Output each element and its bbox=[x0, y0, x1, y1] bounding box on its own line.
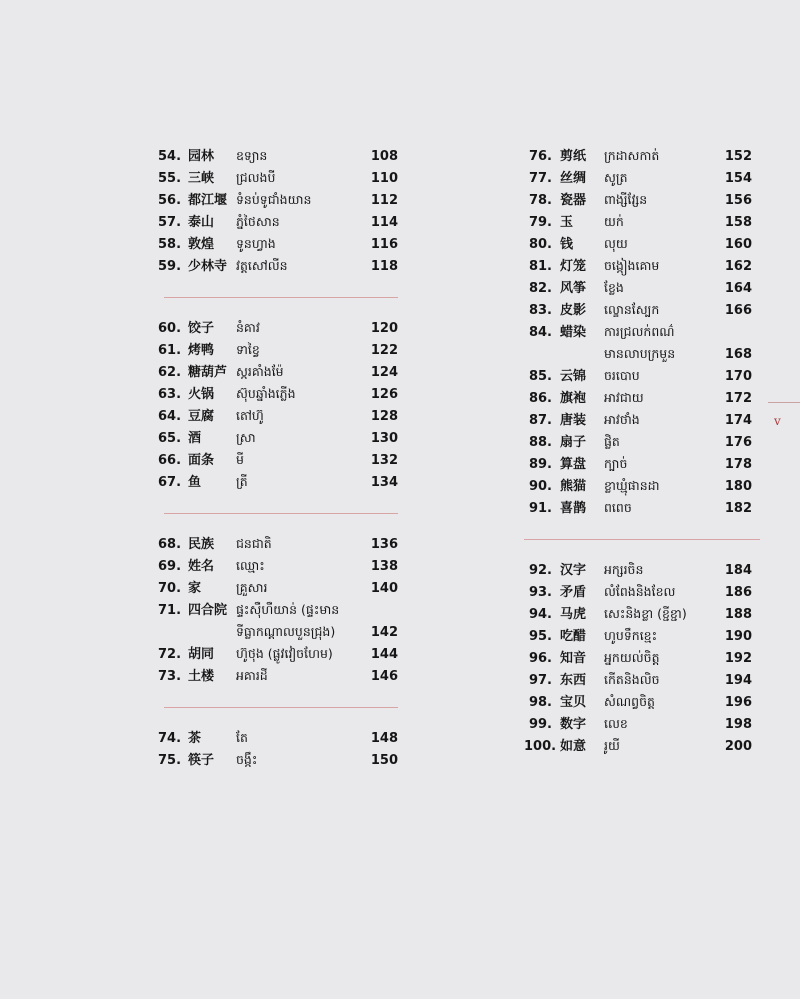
entry-page-number: 130 bbox=[370, 431, 398, 446]
toc-entry[interactable] bbox=[158, 727, 398, 749]
toc-entry[interactable] bbox=[158, 233, 398, 255]
entry-chinese-title: 面条 bbox=[188, 453, 215, 468]
entry-khmer-title: ស៊ុបឆ្នាំងភ្លើង bbox=[236, 386, 296, 401]
entry-page-number: 152 bbox=[724, 149, 752, 164]
entry-number: 79. bbox=[528, 215, 552, 230]
entry-chinese-title: 汉字 bbox=[560, 563, 587, 578]
entry-chinese-title: 瓷器 bbox=[560, 193, 587, 208]
toc-entry[interactable] bbox=[524, 647, 752, 669]
entry-number: 91. bbox=[528, 501, 552, 516]
entry-number: 69. bbox=[158, 559, 182, 574]
toc-section bbox=[524, 559, 752, 757]
entry-chinese-title: 算盘 bbox=[560, 457, 587, 472]
entry-chinese-title: 剪纸 bbox=[560, 149, 587, 164]
entry-page-number: 154 bbox=[724, 171, 752, 186]
entry-number: 83. bbox=[528, 303, 552, 318]
entry-khmer-title: លំពែងនិងខែល bbox=[604, 584, 676, 599]
entry-khmer-title: គ្រួសារ bbox=[236, 580, 268, 595]
entry-page-number: 148 bbox=[370, 731, 398, 746]
toc-section bbox=[158, 317, 398, 493]
toc-entry[interactable] bbox=[524, 691, 752, 713]
entry-chinese-title: 玉 bbox=[560, 215, 574, 230]
entry-number: 64. bbox=[158, 409, 182, 424]
entry-page-number: 196 bbox=[724, 695, 752, 710]
entry-number: 54. bbox=[158, 149, 182, 164]
entry-number: 68. bbox=[158, 537, 182, 552]
toc-entry[interactable] bbox=[158, 555, 398, 577]
entry-khmer-title: ក្រដាសកាត់ bbox=[604, 148, 660, 163]
entry-chinese-title: 灯笼 bbox=[560, 259, 587, 274]
entry-number: 96. bbox=[528, 651, 552, 666]
entry-khmer-title: សំណព្វចិត្ត bbox=[604, 694, 655, 709]
toc-entry[interactable] bbox=[158, 405, 398, 427]
entry-chinese-title: 风筝 bbox=[560, 281, 587, 296]
entry-number: 98. bbox=[528, 695, 552, 710]
entry-page-number: 112 bbox=[370, 193, 398, 208]
toc-entry[interactable] bbox=[524, 713, 752, 735]
entry-number: 63. bbox=[158, 387, 182, 402]
entry-page-number: 162 bbox=[724, 259, 752, 274]
entry-number: 88. bbox=[528, 435, 552, 450]
entry-khmer-title: ឧទ្យាន bbox=[236, 148, 268, 163]
entry-khmer-title: វត្តសៅលីន bbox=[236, 258, 288, 273]
toc-entry[interactable] bbox=[524, 145, 752, 167]
section-divider bbox=[524, 539, 760, 540]
entry-number: 95. bbox=[528, 629, 552, 644]
entry-page-number: 186 bbox=[724, 585, 752, 600]
entry-page-number: 166 bbox=[724, 303, 752, 318]
entry-page-number: 182 bbox=[724, 501, 752, 516]
entry-khmer-title: នំគាវ bbox=[236, 320, 260, 335]
toc-left-column bbox=[158, 145, 398, 771]
entry-chinese-title: 丝绸 bbox=[560, 171, 587, 186]
toc-entry[interactable] bbox=[524, 453, 752, 475]
entry-khmer-title: ទាខ្វៃ bbox=[236, 342, 260, 357]
entry-number: 86. bbox=[528, 391, 552, 406]
entry-page-number: 132 bbox=[370, 453, 398, 468]
toc-entry[interactable] bbox=[524, 409, 752, 431]
entry-chinese-title: 胡同 bbox=[188, 647, 215, 662]
entry-chinese-title: 土楼 bbox=[188, 669, 215, 684]
entry-number: 67. bbox=[158, 475, 182, 490]
toc-entry[interactable] bbox=[524, 497, 752, 519]
entry-number: 92. bbox=[528, 563, 552, 578]
entry-page-number: 116 bbox=[370, 237, 398, 252]
entry-page-number: 146 bbox=[370, 669, 398, 684]
section-divider bbox=[164, 297, 398, 298]
entry-chinese-title: 少林寺 bbox=[188, 259, 228, 274]
entry-khmer-title: ពពេច bbox=[604, 500, 632, 515]
toc-entry[interactable] bbox=[524, 167, 752, 189]
entry-khmer-title: ផ្ទះស៊ឺហឺយាន់ (ផ្ទះមាន bbox=[236, 602, 340, 617]
entry-page-number: 138 bbox=[370, 559, 398, 574]
entry-chinese-title: 数字 bbox=[560, 717, 587, 732]
toc-entry[interactable] bbox=[158, 383, 398, 405]
toc-entry[interactable] bbox=[158, 577, 398, 599]
entry-number: 58. bbox=[158, 237, 182, 252]
entry-page-number: 172 bbox=[724, 391, 752, 406]
entry-chinese-title: 喜鹊 bbox=[560, 501, 587, 516]
entry-khmer-title: សេះនិងខ្លា (ខ្ជីខ្ជា) bbox=[604, 606, 687, 621]
entry-khmer-title: ខ្លែង bbox=[604, 280, 624, 295]
entry-khmer-title: ចរបោប bbox=[604, 368, 640, 383]
toc-entry[interactable] bbox=[524, 387, 752, 409]
entry-number: 71. bbox=[158, 603, 182, 618]
entry-number: 82. bbox=[528, 281, 552, 296]
entry-page-number: 108 bbox=[370, 149, 398, 164]
entry-number: 81. bbox=[528, 259, 552, 274]
entry-page-number: 136 bbox=[370, 537, 398, 552]
section-divider bbox=[164, 513, 398, 514]
entry-chinese-title: 钱 bbox=[560, 237, 574, 252]
entry-khmer-title: ចង្កឹះ bbox=[236, 752, 258, 767]
entry-khmer-title: ភ្នំថៃសាន bbox=[236, 214, 280, 229]
entry-chinese-title: 云锦 bbox=[560, 369, 587, 384]
entry-khmer-title: ទំនប់ទូជាំងយាន bbox=[236, 192, 312, 207]
entry-number: 62. bbox=[158, 365, 182, 380]
entry-chinese-title: 宝贝 bbox=[560, 695, 587, 710]
entry-page-number: 122 bbox=[370, 343, 398, 358]
entry-khmer-title: អក្សរចិន bbox=[604, 562, 644, 577]
entry-number: 78. bbox=[528, 193, 552, 208]
entry-page-number: 140 bbox=[370, 581, 398, 596]
entry-khmer-title: កើតនិងលិច bbox=[604, 672, 660, 687]
entry-chinese-title: 泰山 bbox=[188, 215, 215, 230]
entry-page-number: 134 bbox=[370, 475, 398, 490]
toc-entry[interactable] bbox=[524, 669, 752, 691]
entry-chinese-title: 知音 bbox=[560, 651, 587, 666]
entry-chinese-title: 矛盾 bbox=[560, 585, 587, 600]
entry-number: 72. bbox=[158, 647, 182, 662]
entry-khmer-title: អាវថាំង bbox=[604, 412, 640, 427]
entry-chinese-title: 如意 bbox=[560, 739, 587, 754]
toc-entry[interactable] bbox=[158, 665, 398, 687]
entry-number: 70. bbox=[158, 581, 182, 596]
toc-entry[interactable] bbox=[158, 449, 398, 471]
entry-chinese-title: 火锅 bbox=[188, 387, 215, 402]
entry-number: 65. bbox=[158, 431, 182, 446]
toc-right-column bbox=[524, 145, 752, 757]
entry-page-number: 198 bbox=[724, 717, 752, 732]
entry-number: 100. bbox=[524, 739, 557, 754]
entry-chinese-title: 都江堰 bbox=[188, 193, 228, 208]
toc-entry[interactable] bbox=[524, 211, 752, 233]
entry-chinese-title: 吃醋 bbox=[560, 629, 587, 644]
toc-entry[interactable] bbox=[524, 277, 752, 299]
entry-number: 73. bbox=[158, 669, 182, 684]
entry-number: 77. bbox=[528, 171, 552, 186]
entry-page-number: 118 bbox=[370, 259, 398, 274]
entry-khmer-title: ទូនហ្វាង bbox=[236, 236, 276, 251]
entry-page-number: 114 bbox=[370, 215, 398, 230]
entry-number: 89. bbox=[528, 457, 552, 472]
entry-chinese-title: 民族 bbox=[188, 537, 215, 552]
entry-khmer-title: យក់ bbox=[604, 214, 624, 229]
entry-page-number: 128 bbox=[370, 409, 398, 424]
entry-chinese-title: 旗袍 bbox=[560, 391, 587, 406]
entry-number: 90. bbox=[528, 479, 552, 494]
toc-entry[interactable] bbox=[524, 343, 752, 365]
toc-entry[interactable] bbox=[524, 255, 752, 277]
toc-entry[interactable] bbox=[524, 431, 752, 453]
entry-khmer-title: មី bbox=[236, 452, 244, 467]
toc-entry[interactable] bbox=[524, 625, 752, 647]
entry-khmer-title: ពាង្សីវ្សែន bbox=[604, 192, 648, 207]
entry-chinese-title: 姓名 bbox=[188, 559, 215, 574]
entry-page-number: 110 bbox=[370, 171, 398, 186]
toc-section bbox=[158, 533, 398, 687]
entry-number: 85. bbox=[528, 369, 552, 384]
entry-number: 61. bbox=[158, 343, 182, 358]
entry-page-number: 168 bbox=[724, 347, 752, 362]
entry-chinese-title: 筷子 bbox=[188, 753, 215, 768]
entry-page-number: 194 bbox=[724, 673, 752, 688]
entry-khmer-title: ការជ្រលក់ពណ៌ bbox=[604, 324, 675, 339]
entry-chinese-title: 家 bbox=[188, 581, 202, 596]
entry-number: 87. bbox=[528, 413, 552, 428]
entry-page-number: 158 bbox=[724, 215, 752, 230]
entry-page-number: 156 bbox=[724, 193, 752, 208]
entry-chinese-title: 皮影 bbox=[560, 303, 587, 318]
entry-khmer-title: ស្ករគាំងម៉ែ bbox=[236, 364, 284, 379]
entry-khmer-title: ទីធ្លាកណ្តាលបួនជ្រុង) bbox=[236, 624, 336, 639]
entry-khmer-title: លេខ bbox=[604, 716, 628, 731]
entry-chinese-title: 马虎 bbox=[560, 607, 587, 622]
entry-number: 99. bbox=[528, 717, 552, 732]
entry-page-number: 126 bbox=[370, 387, 398, 402]
entry-page-number: 170 bbox=[724, 369, 752, 384]
entry-chinese-title: 酒 bbox=[188, 431, 202, 446]
entry-page-number: 178 bbox=[724, 457, 752, 472]
entry-khmer-title: តៅហ៊ូ bbox=[236, 408, 264, 423]
entry-page-number: 192 bbox=[724, 651, 752, 666]
entry-chinese-title: 饺子 bbox=[188, 321, 215, 336]
toc-entry[interactable] bbox=[158, 533, 398, 555]
entry-khmer-title: អគារដី bbox=[236, 668, 268, 683]
entry-number: 97. bbox=[528, 673, 552, 688]
entry-khmer-title: មានលាបក្រមួន bbox=[604, 346, 676, 361]
entry-number: 57. bbox=[158, 215, 182, 230]
entry-khmer-title: ផ្លិត bbox=[604, 434, 620, 449]
entry-number: 59. bbox=[158, 259, 182, 274]
toc-section bbox=[524, 145, 752, 519]
entry-khmer-title: ខ្លាឃ្មុំផានដា bbox=[604, 478, 660, 493]
entry-khmer-title: ល្ខោនស្បែក bbox=[604, 302, 660, 317]
entry-khmer-title: ចង្កៀងគោម bbox=[604, 258, 660, 273]
entry-page-number: 200 bbox=[724, 739, 752, 754]
toc-entry[interactable] bbox=[524, 365, 752, 387]
entry-number: 60. bbox=[158, 321, 182, 336]
entry-khmer-title: ជនជាតិ bbox=[236, 536, 272, 551]
entry-khmer-title: ឈ្មោះ bbox=[236, 558, 265, 573]
entry-number: 76. bbox=[528, 149, 552, 164]
entry-khmer-title: ជ្រលងបី bbox=[236, 170, 276, 185]
entry-chinese-title: 熊猫 bbox=[560, 479, 587, 494]
entry-page-number: 184 bbox=[724, 563, 752, 578]
entry-number: 66. bbox=[158, 453, 182, 468]
entry-number: 80. bbox=[528, 237, 552, 252]
entry-khmer-title: ស្រា bbox=[236, 430, 256, 445]
entry-page-number: 150 bbox=[370, 753, 398, 768]
entry-khmer-title: សូត្រ bbox=[604, 170, 628, 185]
entry-chinese-title: 鱼 bbox=[188, 475, 202, 490]
entry-chinese-title: 糖葫芦 bbox=[188, 365, 228, 380]
entry-khmer-title: តែ bbox=[236, 730, 248, 745]
toc-entry[interactable] bbox=[158, 167, 398, 189]
entry-page-number: 160 bbox=[724, 237, 752, 252]
entry-page-number: 174 bbox=[724, 413, 752, 428]
entry-khmer-title: ត្រី bbox=[236, 474, 248, 489]
toc-entry[interactable] bbox=[524, 233, 752, 255]
toc-section bbox=[158, 727, 398, 771]
toc-entry[interactable] bbox=[158, 427, 398, 449]
toc-entry[interactable] bbox=[158, 749, 398, 771]
entry-number: 74. bbox=[158, 731, 182, 746]
entry-number: 55. bbox=[158, 171, 182, 186]
section-divider bbox=[164, 707, 398, 708]
toc-entry[interactable] bbox=[158, 317, 398, 339]
toc-entry[interactable] bbox=[158, 145, 398, 167]
page-marker: v bbox=[774, 414, 781, 428]
entry-page-number: 188 bbox=[724, 607, 752, 622]
entry-khmer-title: ក្បាច់ bbox=[604, 456, 628, 471]
entry-page-number: 180 bbox=[724, 479, 752, 494]
toc-entry[interactable] bbox=[158, 211, 398, 233]
entry-khmer-title: អ្នកយល់ចិត្ត bbox=[604, 650, 660, 665]
toc-entry[interactable] bbox=[524, 189, 752, 211]
toc-entry[interactable] bbox=[524, 321, 752, 343]
entry-chinese-title: 豆腐 bbox=[188, 409, 215, 424]
entry-chinese-title: 茶 bbox=[188, 731, 202, 746]
entry-page-number: 124 bbox=[370, 365, 398, 380]
entry-page-number: 176 bbox=[724, 435, 752, 450]
entry-chinese-title: 四合院 bbox=[188, 603, 228, 618]
toc-entry[interactable] bbox=[524, 299, 752, 321]
entry-number: 93. bbox=[528, 585, 552, 600]
entry-number: 94. bbox=[528, 607, 552, 622]
toc-entry[interactable] bbox=[158, 339, 398, 361]
toc-entry[interactable] bbox=[158, 189, 398, 211]
entry-khmer-title: ហូបទឹកខ្មេះ bbox=[604, 628, 658, 643]
entry-khmer-title: រូយី bbox=[604, 738, 620, 753]
entry-chinese-title: 敦煌 bbox=[188, 237, 215, 252]
toc-entry[interactable] bbox=[158, 643, 398, 665]
entry-chinese-title: 烤鸭 bbox=[188, 343, 215, 358]
entry-chinese-title: 蜡染 bbox=[560, 325, 587, 340]
entry-chinese-title: 唐装 bbox=[560, 413, 587, 428]
toc-entry[interactable] bbox=[524, 581, 752, 603]
entry-number: 84. bbox=[528, 325, 552, 340]
entry-number: 75. bbox=[158, 753, 182, 768]
page-edge-line bbox=[768, 402, 800, 403]
toc-entry[interactable] bbox=[524, 735, 752, 757]
entry-page-number: 144 bbox=[370, 647, 398, 662]
toc-entry[interactable] bbox=[158, 621, 398, 643]
entry-khmer-title: ហ៊ូថុង (ផ្លូវវៀចហែម) bbox=[236, 646, 333, 661]
entry-chinese-title: 东西 bbox=[560, 673, 587, 688]
toc-entry[interactable] bbox=[524, 475, 752, 497]
entry-chinese-title: 三峡 bbox=[188, 171, 215, 186]
toc-entry[interactable] bbox=[158, 361, 398, 383]
entry-khmer-title: អាវជាយ bbox=[604, 390, 644, 405]
toc-entry[interactable] bbox=[524, 603, 752, 625]
entry-page-number: 120 bbox=[370, 321, 398, 336]
toc-section bbox=[158, 145, 398, 277]
toc-entry[interactable] bbox=[158, 471, 398, 493]
entry-page-number: 190 bbox=[724, 629, 752, 644]
entry-chinese-title: 扇子 bbox=[560, 435, 587, 450]
toc-entry[interactable] bbox=[158, 255, 398, 277]
toc-entry[interactable] bbox=[158, 599, 398, 621]
entry-page-number: 164 bbox=[724, 281, 752, 296]
entry-number: 56. bbox=[158, 193, 182, 208]
toc-entry[interactable] bbox=[524, 559, 752, 581]
entry-page-number: 142 bbox=[370, 625, 398, 640]
entry-khmer-title: លុយ bbox=[604, 236, 628, 251]
entry-chinese-title: 园林 bbox=[188, 149, 215, 164]
